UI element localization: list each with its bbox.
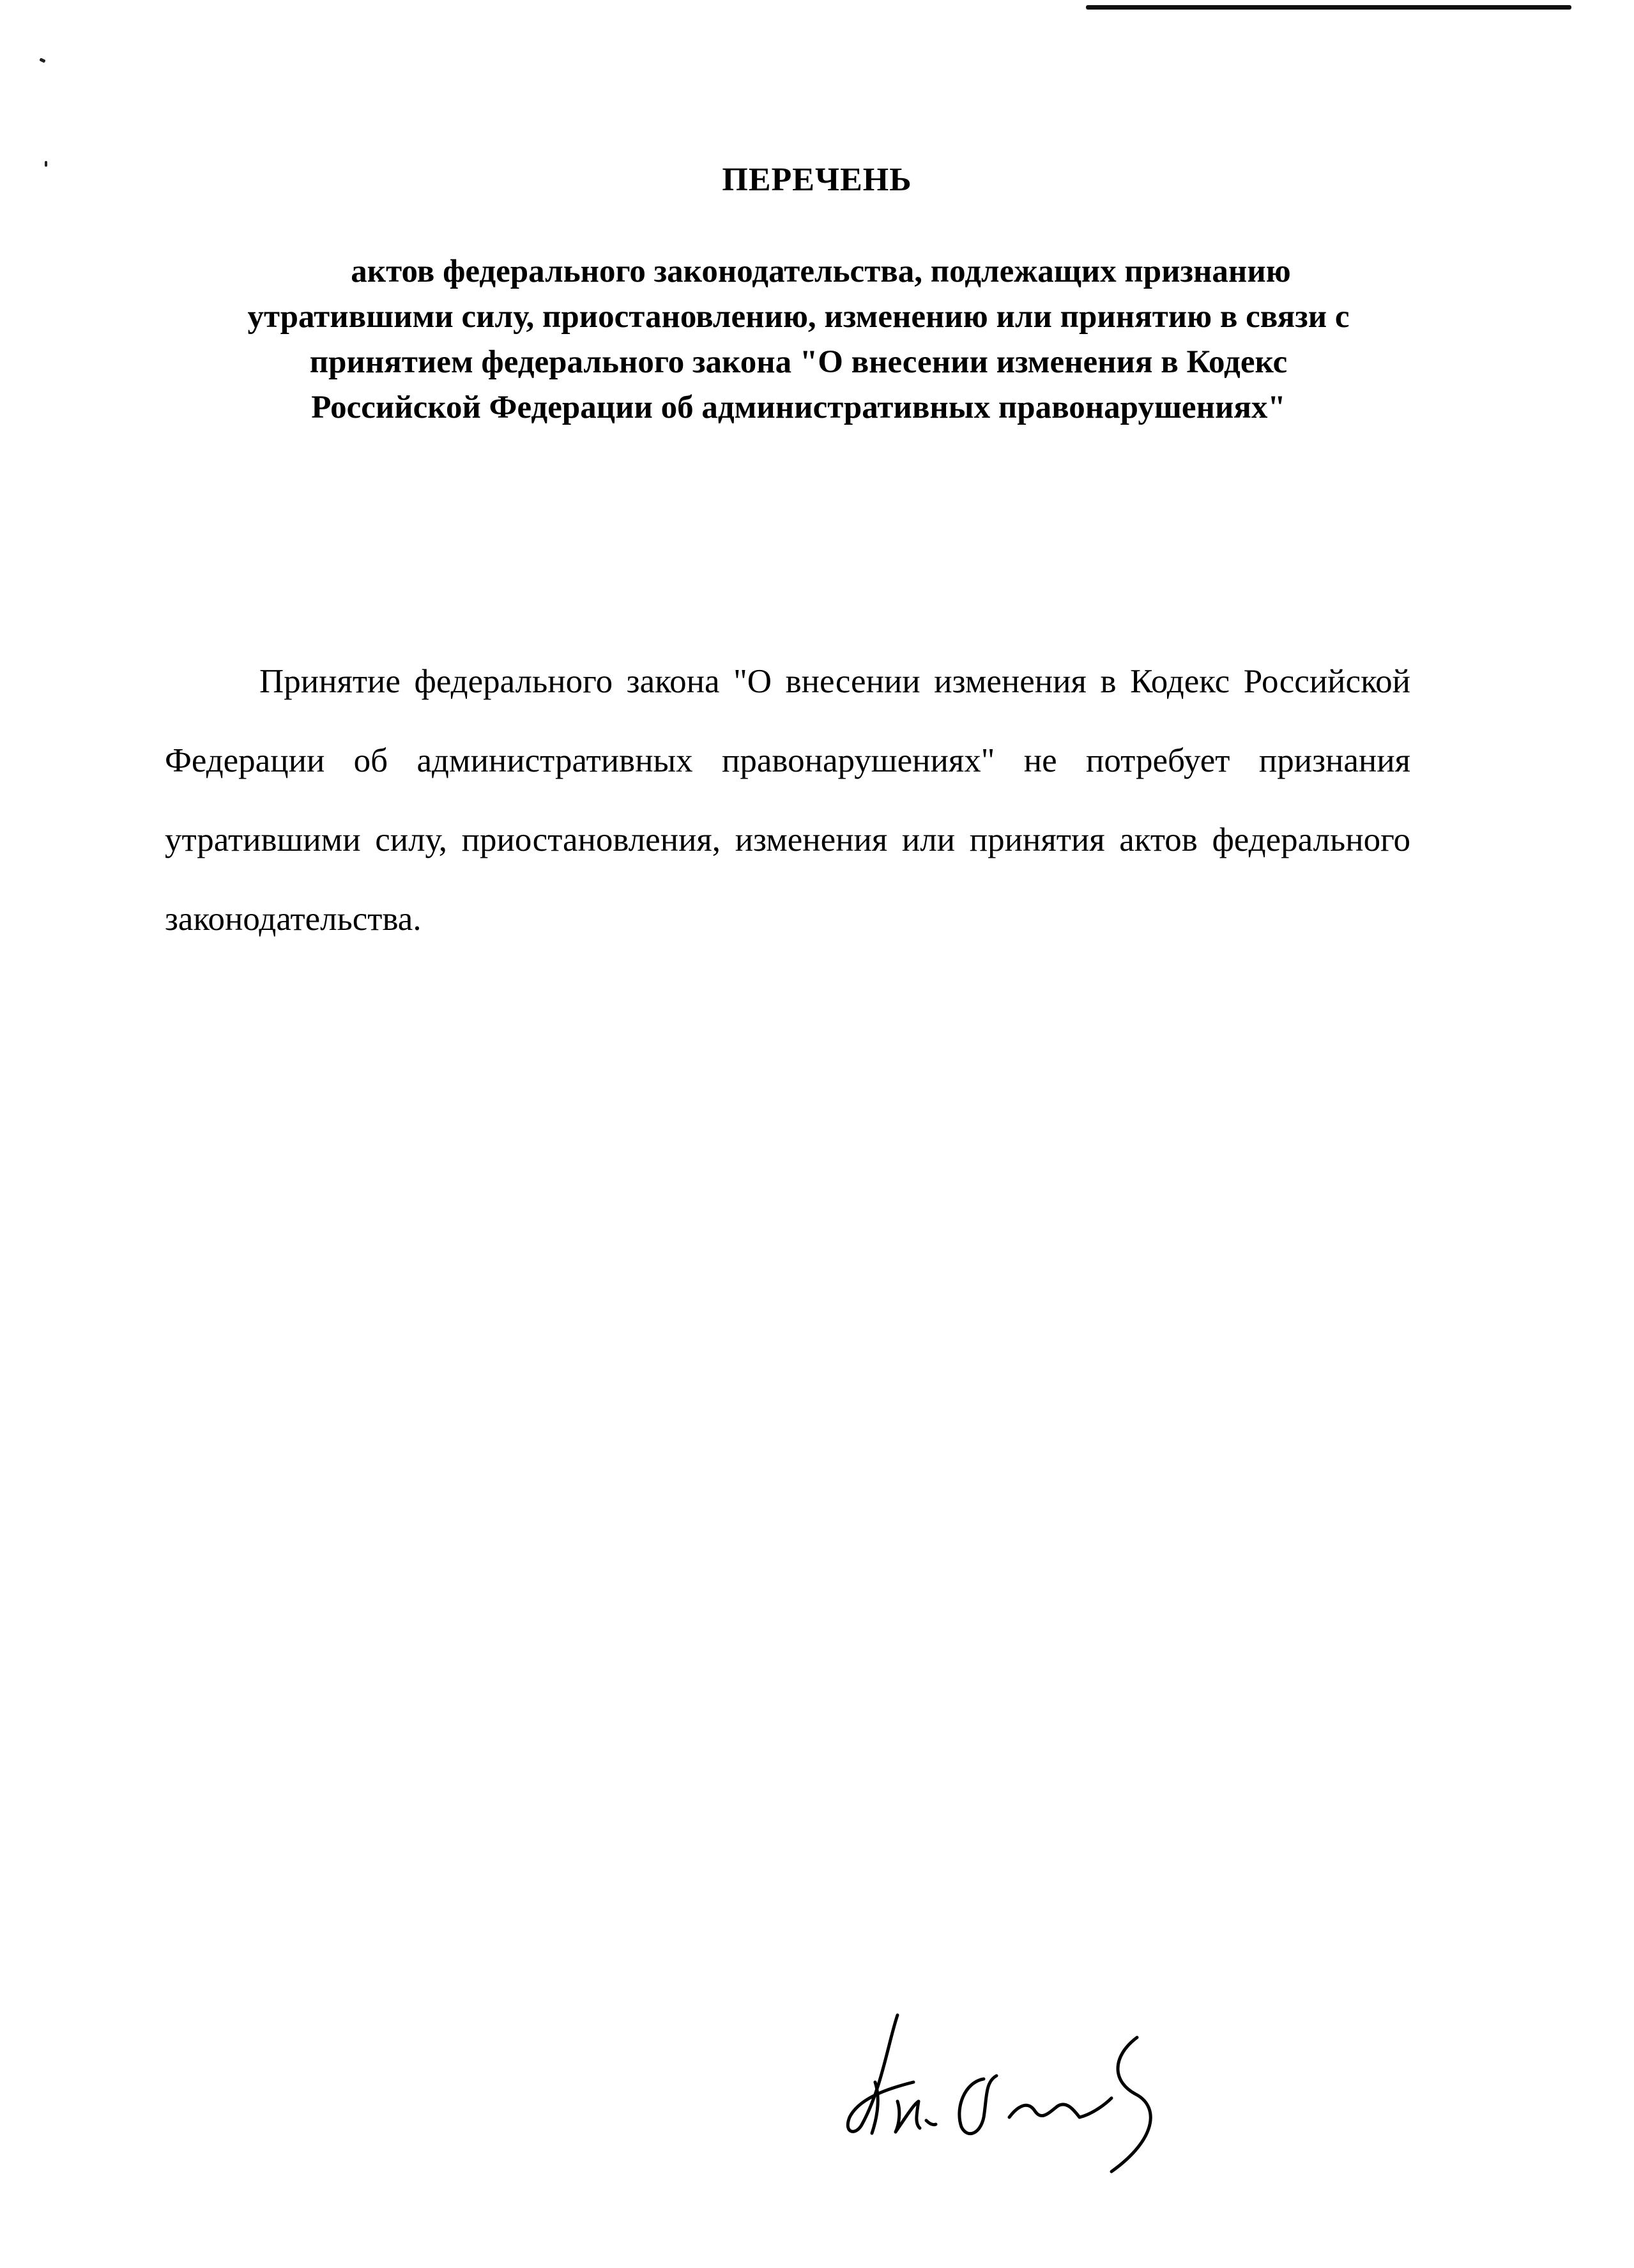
subtitle-line: Российской Федерации об административных правонарушениях" — [311, 390, 1286, 425]
body-paragraph: Принятие федерального закона "О внесении изменения в Кодекс Российской Федерации об административных правонарушениях" не потребует признания утратившими силу, приостановления, изменения или принятия актов федерального законодательства. — [165, 663, 1410, 938]
document-subtitle — [192, 249, 1405, 430]
scan-edge-line — [1086, 5, 1571, 10]
subtitle-line: принятием федерального закона "О внесении изменения в Кодекс — [309, 344, 1288, 380]
scan-speck — [39, 57, 45, 63]
subtitle-line: актов федерального законодательства, подлежащих признанию — [351, 254, 1291, 289]
subtitle-line: утратившими силу, приостановлению, изменению или принятию в связи с — [247, 299, 1350, 335]
document-title: ПЕРЕЧЕНЬ — [722, 162, 912, 198]
handwritten-signature — [837, 1986, 1169, 2178]
